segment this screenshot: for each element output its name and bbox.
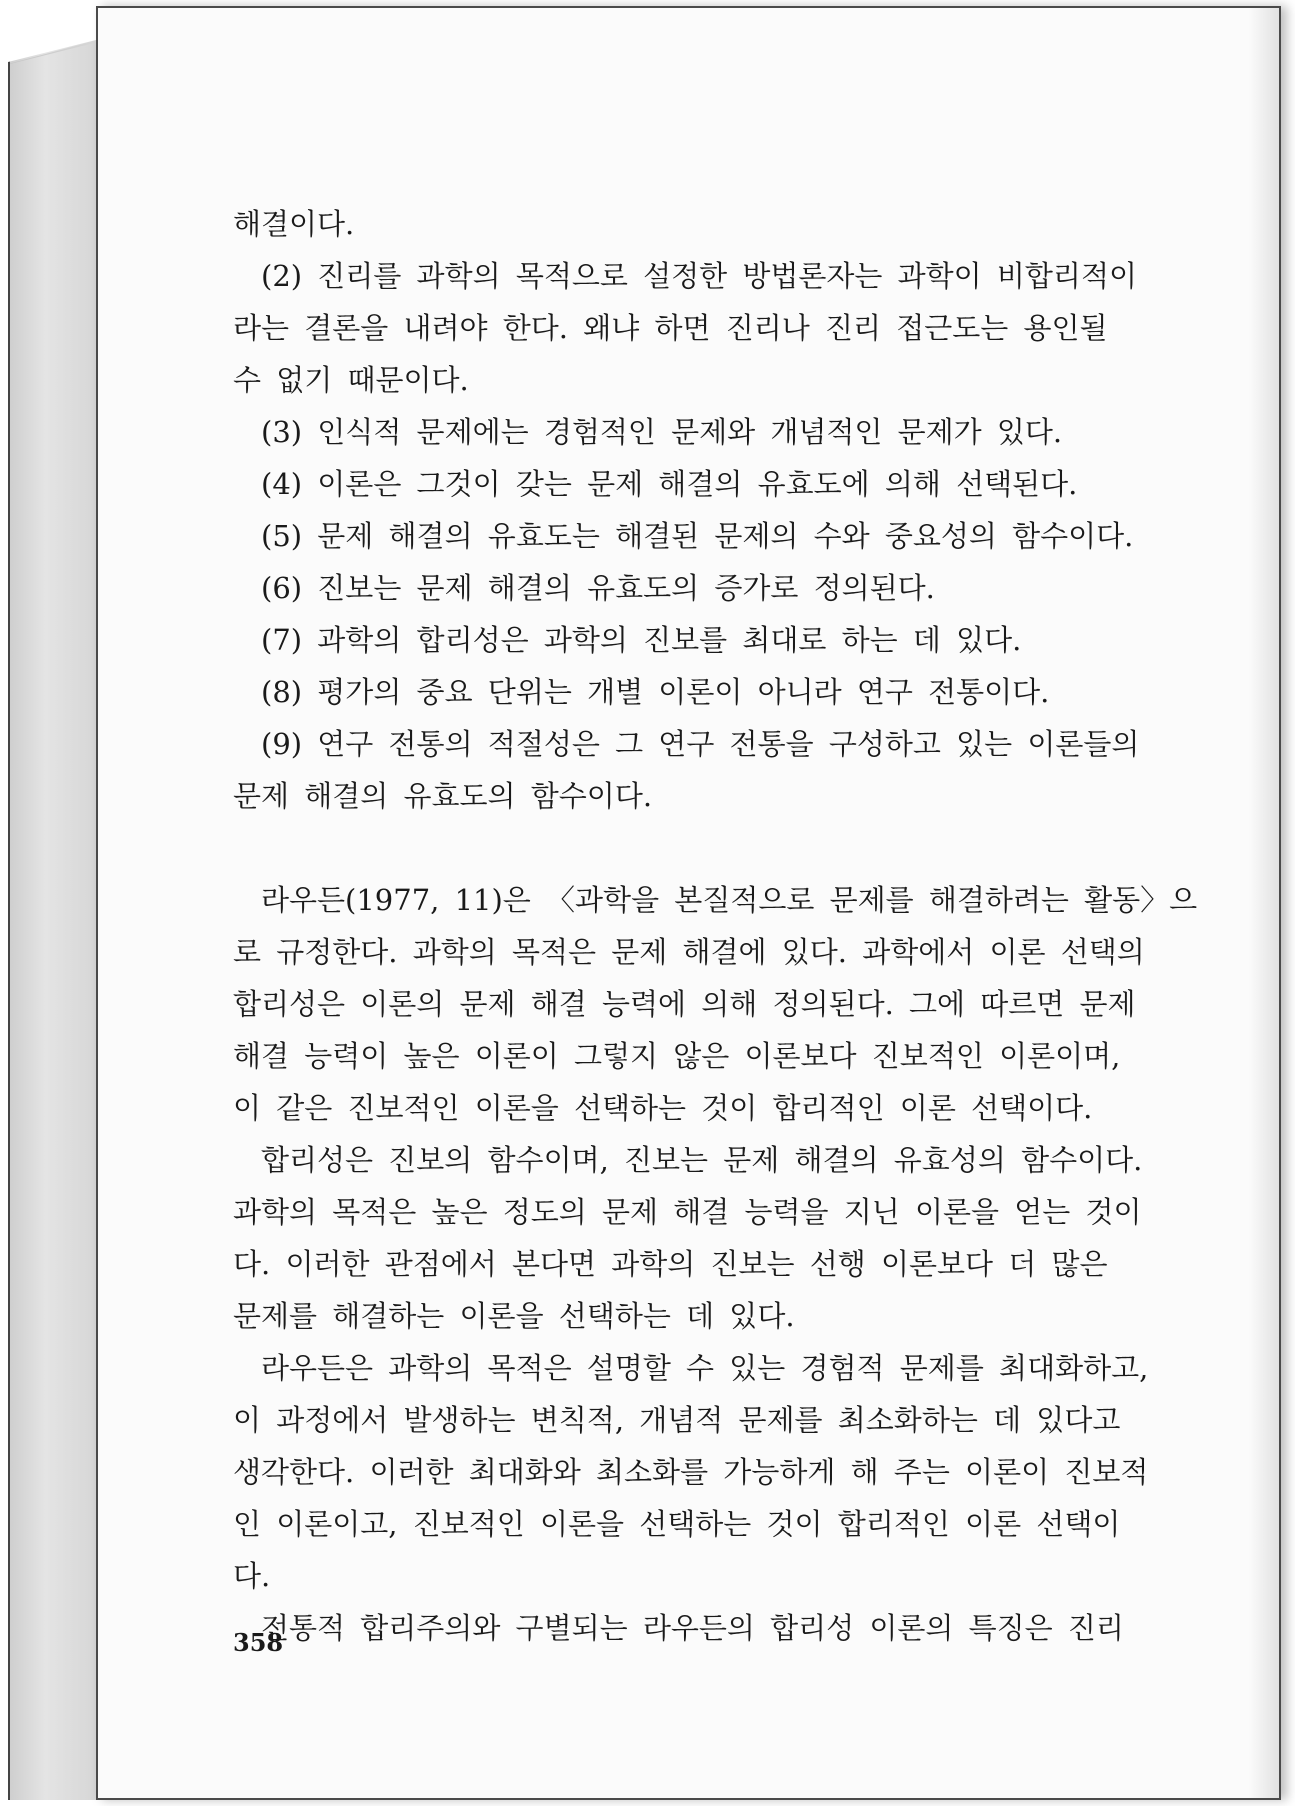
list-item-5: (5) 문제 해결의 유효도는 해결된 문제의 수와 중요성의 함수이다. [261, 519, 1134, 553]
text-line: 해결이다. [233, 207, 355, 241]
page-text [233, 198, 1258, 1654]
paragraph-start: 합리성은 진보의 함수이며, 진보는 문제 해결의 유효성의 함수이다. [261, 1143, 1143, 1177]
text-line: 인 이론이고, 진보적인 이론을 선택하는 것이 합리적인 이론 선택이 [233, 1507, 1121, 1541]
paragraph-start: 전통적 합리주의와 구별되는 라우든의 합리성 이론의 특징은 진리 [261, 1611, 1124, 1645]
text-line: 문제 해결의 유효도의 함수이다. [233, 779, 653, 813]
paragraph-start: 라우든은 과학의 목적은 설명할 수 있는 경험적 문제를 최대화하고, [261, 1351, 1149, 1385]
text-line: 이 과정에서 발생하는 변칙적, 개념적 문제를 최소화하는 데 있다고 [233, 1403, 1121, 1437]
text-line: 다. 이러한 관점에서 본다면 과학의 진보는 선행 이론보다 더 많은 [233, 1247, 1108, 1281]
text-line: 해결 능력이 높은 이론이 그렇지 않은 이론보다 진보적인 이론이며, [233, 1039, 1121, 1073]
text-line: 생각한다. 이러한 최대화와 최소화를 가능하게 해 주는 이론이 진보적 [233, 1455, 1149, 1489]
list-item-4: (4) 이론은 그것이 갖는 문제 해결의 유효도에 의해 선택된다. [261, 467, 1078, 501]
paragraph-gap [233, 822, 1258, 874]
paragraph-start: 라우든(1977, 11)은 〈과학을 본질적으로 문제를 해결하려는 활동〉으 [261, 883, 1198, 917]
text-line: 문제를 해결하는 이론을 선택하는 데 있다. [233, 1299, 795, 1333]
list-item-6: (6) 진보는 문제 해결의 유효도의 증가로 정의된다. [261, 571, 935, 605]
text-line: 합리성은 이론의 문제 해결 능력에 의해 정의된다. 그에 따르면 문제 [233, 987, 1136, 1021]
list-item-9: (9) 연구 전통의 적절성은 그 연구 전통을 구성하고 있는 이론들의 [261, 727, 1140, 761]
text-line: 로 규정한다. 과학의 목적은 문제 해결에 있다. 과학에서 이론 선택의 [233, 935, 1145, 969]
text-line: 과학의 목적은 높은 정도의 문제 해결 능력을 지닌 이론을 얻는 것이 [233, 1195, 1142, 1229]
text-line: 라는 결론을 내려야 한다. 왜냐 하면 진리나 진리 접근도는 용인될 [233, 311, 1108, 345]
book-edge-line [8, 62, 10, 1800]
list-item-2: (2) 진리를 과학의 목적으로 설정한 방법론자는 과학이 비합리적이 [261, 259, 1137, 293]
book-page [96, 6, 1281, 1800]
page-number: 358 [233, 1628, 284, 1657]
text-line: 이 같은 진보적인 이론을 선택하는 것이 합리적인 이론 선택이다. [233, 1091, 1093, 1125]
list-item-3: (3) 인식적 문제에는 경험적인 문제와 개념적인 문제가 있다. [261, 415, 1063, 449]
text-line: 수 없기 때문이다. [233, 363, 469, 397]
list-item-8: (8) 평가의 중요 단위는 개별 이론이 아니라 연구 전통이다. [261, 675, 1050, 709]
text-line: 다. [233, 1559, 271, 1593]
book-spine-edge [8, 40, 98, 1800]
list-item-7: (7) 과학의 합리성은 과학의 진보를 최대로 하는 데 있다. [261, 623, 1022, 657]
